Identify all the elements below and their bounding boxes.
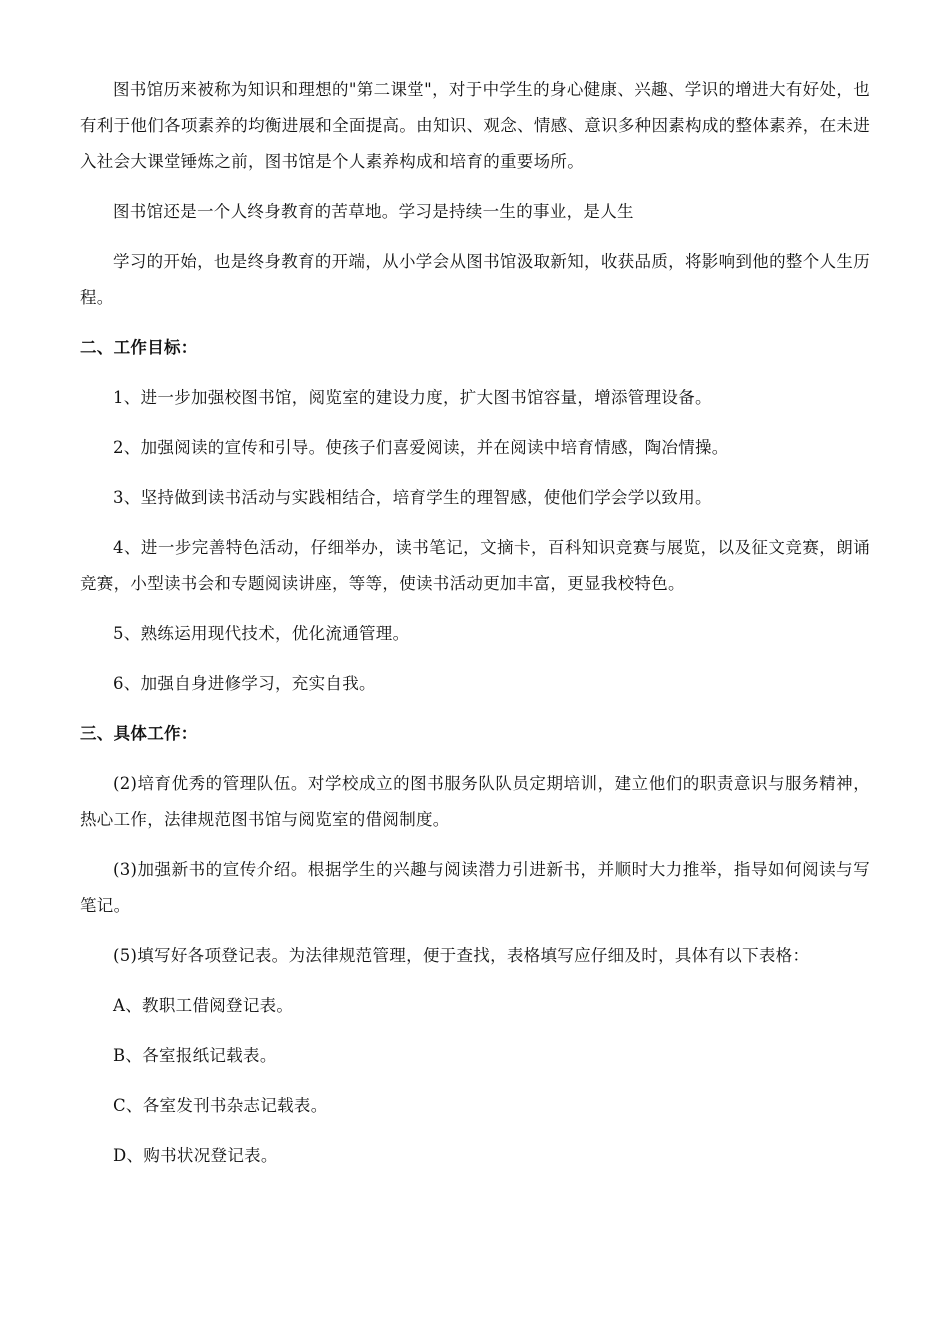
form-list-item: A、教职工借阅登记表。 — [113, 996, 294, 1015]
intro-paragraph-2: 图书馆还是一个人终身教育的苦草地。学习是持续一生的事业，是人生 — [113, 202, 634, 221]
work-item: (3)加强新书的宣传介绍。根据学生的兴趣与阅读潜力引进新书，并顺时大力推举，指导如何阅读与写笔记。 — [80, 860, 870, 915]
section-heading-work-goals: 二、工作目标： — [80, 338, 198, 357]
form-list-item: B、各室报纸记载表。 — [113, 1046, 277, 1065]
work-item: (2)培育优秀的管理队伍。对学校成立的图书服务队队员定期培训，建立他们的职责意识与服务精神，热心工作，法律规范图书馆与阅览室的借阅制度。 — [80, 774, 870, 829]
goal-item: 6、加强自身进修学习，充实自我。 — [113, 674, 376, 693]
goal-item: 2、加强阅读的宣传和引导。使孩子们喜爱阅读，并在阅读中培育情感，陶冶情操。 — [113, 438, 729, 457]
goal-item: 4、进一步完善特色活动，仔细举办，读书笔记，文摘卡，百科知识竞赛与展览，以及征文竞赛，朗诵竞赛，小型读书会和专题阅读讲座，等等，使读书活动更加丰富，更显我校特色。 — [80, 538, 870, 593]
document-page — [80, 72, 870, 1188]
goal-item: 5、熟练运用现代技术，优化流通管理。 — [113, 624, 410, 643]
form-list-item: D、购书状况登记表。 — [113, 1146, 278, 1165]
form-list-item: C、各室发刊书杂志记载表。 — [113, 1096, 328, 1115]
goal-item: 3、坚持做到读书活动与实践相结合，培育学生的理智感，使他们学会学以致用。 — [113, 488, 712, 507]
goal-item: 1、进一步加强校图书馆，阅览室的建设力度，扩大图书馆容量，增添管理设备。 — [113, 388, 712, 407]
intro-paragraph-3: 学习的开始，也是终身教育的开端，从小学会从图书馆汲取新知，收获品质，将影响到他的整个人生历程。 — [80, 252, 870, 307]
section-heading-specific-work: 三、具体工作： — [80, 724, 198, 743]
intro-paragraph-1: 图书馆历来被称为知识和理想的"第二课堂"，对于中学生的身心健康、兴趣、学识的增进大有好处，也有利于他们各项素养的均衡进展和全面提高。由知识、观念、情感、意识多种因素构成的整体素养，在未进入社会大课堂锤炼之前，图书馆是个人素养构成和培育的重要场所。 — [80, 80, 870, 171]
work-item: (5)填写好各项登记表。为法律规范管理，便于查找，表格填写应仔细及时，具体有以下表格： — [113, 946, 810, 965]
